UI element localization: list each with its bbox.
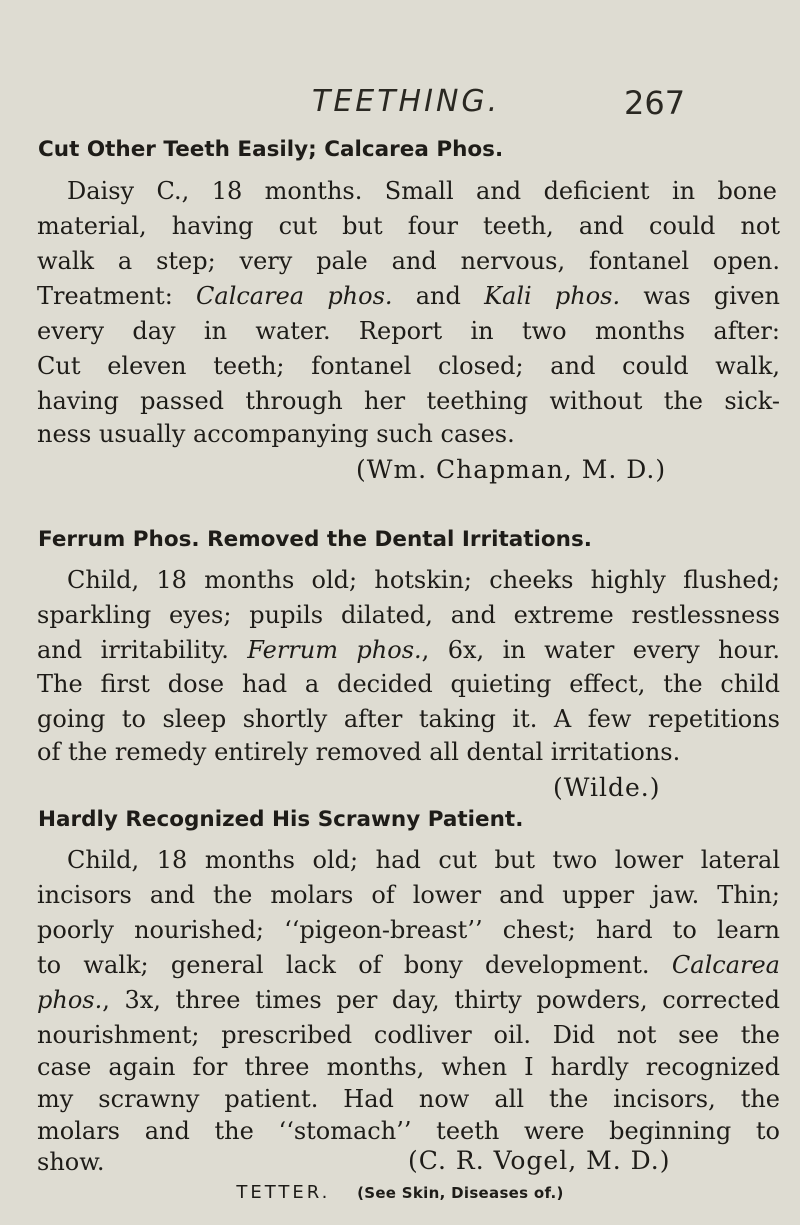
paragraph-line: show. <box>37 1148 105 1176</box>
paragraph-line: sparkling eyes; pupils dilated, and extreme restlessness <box>37 601 780 629</box>
paragraph-line: phos., 3x, three times per day, thirty powders, corrected <box>37 986 780 1014</box>
running-head <box>0 84 800 126</box>
paragraph-line: ness usually accompanying such cases. <box>37 420 515 448</box>
paragraph-line: Child, 18 months old; hotskin; cheeks highly flushed; <box>67 566 780 594</box>
paragraph-line: my scrawny patient. Had now all the incisors, the <box>37 1085 780 1113</box>
paragraph-line: Cut eleven teeth; fontanel closed; and could walk, <box>37 352 780 380</box>
paragraph-line: Child, 18 months old; had cut but two lower lateral <box>67 846 780 874</box>
paragraph-line: to walk; general lack of bony development. Calcarea <box>37 951 780 979</box>
paragraph-line: The first dose had a decided quieting effect, the child <box>37 670 780 698</box>
signature-chapman: (Wm. Chapman, M. D.) <box>356 455 667 484</box>
signature-vogel: (C. R. Vogel, M. D.) <box>408 1146 671 1175</box>
paragraph-line: walk a step; very pale and nervous, fontanel open. <box>37 247 780 275</box>
page-number: 267 <box>624 84 686 122</box>
paragraph-line: going to sleep shortly after taking it. A few repetitions <box>37 705 780 733</box>
paragraph-line: incisors and the molars of lower and upper jaw. Thin; <box>37 881 780 909</box>
running-title: TEETHING. <box>312 84 501 119</box>
paragraph-line: of the remedy entirely removed all dental irritations. <box>37 738 681 766</box>
paragraph-line: molars and the ‘‘stomach’’ teeth were beginning to <box>37 1117 780 1145</box>
section-heading-scrawny-patient: Hardly Recognized His Scrawny Patient. <box>38 807 524 832</box>
paragraph-line: nourishment; prescribed codliver oil. Did not see the <box>37 1021 780 1049</box>
paragraph-line: every day in water. Report in two months after: <box>37 317 780 345</box>
paragraph-line: Daisy C., 18 months. Small and deficient in bone <box>67 177 777 205</box>
cross-reference-note: (See Skin, Diseases of.) <box>357 1184 564 1202</box>
section-heading-ferrum: Ferrum Phos. Removed the Dental Irritations. <box>38 527 592 552</box>
section-heading-calcarea: Cut Other Teeth Easily; Calcarea Phos. <box>38 137 504 162</box>
paragraph-line: Treatment: Calcarea phos. and Kali phos. was given <box>37 282 781 310</box>
section-title-tetter: TETTER. (See Skin, Diseases of.) <box>236 1182 564 1203</box>
paragraph-line: and irritability. Ferrum phos., 6x, in water every hour. <box>37 636 780 664</box>
signature-wilde: (Wilde.) <box>553 773 661 802</box>
paragraph-line: having passed through her teething without the sick- <box>37 387 780 415</box>
paragraph-line: poorly nourished; ‘‘pigeon-breast’’ chest; hard to learn <box>37 916 780 944</box>
paragraph-line: material, having cut but four teeth, and could not <box>37 212 780 240</box>
paragraph-line: case again for three months, when I hardly recognized <box>37 1053 780 1081</box>
